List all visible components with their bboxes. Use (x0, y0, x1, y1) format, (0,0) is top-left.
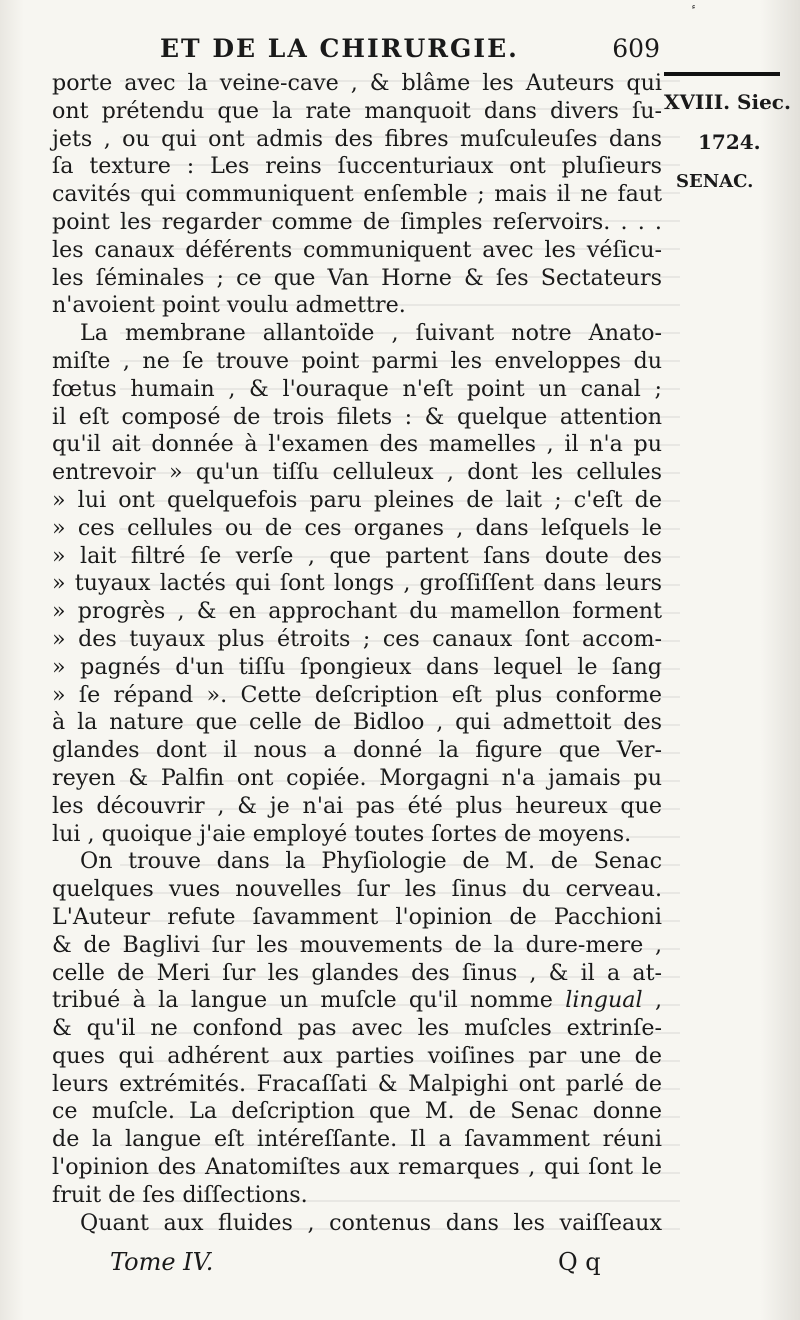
text-line: & de Baglivi ſur les mouvements de la dure-mere , (52, 931, 662, 958)
margin-rule (664, 72, 780, 76)
text-line: fruit de ſes diſſections. (52, 1181, 308, 1208)
text-line: L'Auteur refute ſavamment l'opinion de Pacchioni (52, 903, 662, 930)
text-line: ce muſcle. La deſcription que M. de Senac donne (52, 1098, 662, 1125)
text-line: qu'il ait donnée à l'examen des mamelles , il n'a pu (52, 431, 662, 458)
text-line: » lui ont quelquefois paru pleines de lait ; c'eſt de (52, 486, 662, 513)
text-line: les découvrir , & je n'ai pas été plus heureux que (52, 792, 662, 819)
text-line: leurs extrémités. Fracaſſati & Malpighi ont parlé de (52, 1070, 662, 1097)
margin-century: XVIII. Siec. (664, 90, 791, 114)
text-line: celle de Meri ſur les glandes des ſinus , & il a at- (52, 959, 662, 986)
running-header (150, 34, 660, 66)
text-line: quelques vues nouvelles ſur les ſinus du cerveau. (52, 876, 662, 903)
text-line: ont prétendu que la rate manquoit dans divers ſu- (52, 97, 662, 124)
text-line: & qu'il ne confond pas avec les muſcles extrinſe- (52, 1015, 662, 1042)
corner-mark: ٴ (691, 4, 696, 23)
text-line: jets , ou qui ont admis des fibres muſculeuſes dans (52, 125, 662, 152)
text-line: les ſéminales ; ce que Van Horne & ſes Sectateurs (52, 264, 662, 291)
text-line: » lait filtré ſe verſe , que partent ſans doute des (52, 542, 662, 569)
text-line: » tuyaux lactés qui ſont longs , groſſiſſent dans leurs (52, 570, 662, 597)
text-line: » pagnés d'un tiſſu ſpongieux dans lequel le ſang (52, 653, 662, 680)
text-line: ques qui adhérent aux parties voiſines par une de (52, 1042, 662, 1069)
running-title: ET DE LA CHIRURGIE. (160, 34, 519, 63)
text-line: lui , quoique j'aie employé toutes ſortes de moyens. (52, 820, 632, 847)
text-line: fœtus humain , & l'ouraque n'eſt point un canal ; (52, 375, 662, 402)
text-line: La membrane allantoïde , ſuivant notre Anato- (80, 320, 662, 347)
text-line: » ſe répand ». Cette deſcription eſt plus conforme (52, 681, 662, 708)
margin-notes (664, 82, 794, 202)
margin-year: 1724. (698, 130, 761, 154)
page-footer (110, 1248, 630, 1280)
text-line: à la nature que celle de Bidloo , qui admettoit des (52, 709, 662, 736)
text-line: reyen & Palfin ont copiée. Morgagni n'a jamais pu (52, 764, 662, 791)
text-line: cavités qui communiquent enſemble ; mais il ne faut (52, 181, 662, 208)
text-line: entrevoir » qu'un tiſſu celluleux , dont les cellules (52, 459, 662, 486)
text-line: glandes dont il nous a donné la figure que Ver- (52, 737, 662, 764)
text-line: » progrès , & en approchant du mamellon forment (52, 598, 662, 625)
body-text (52, 70, 662, 1237)
text-line: de la langue eſt intéreſſante. Il a ſavamment réuni (52, 1126, 662, 1153)
text-line: » des tuyaux plus étroits ; ces canaux ſont accom- (52, 625, 662, 652)
signature-mark: Q q (558, 1248, 601, 1276)
text-line: point les regarder comme de ſimples reſervoirs. . . . (52, 208, 662, 235)
text-line: tribué à la langue un muſcle qu'il nomme lingual , (52, 987, 662, 1014)
text-line: ſa texture : Les reins ſuccenturiaux ont pluſieurs (52, 153, 662, 180)
volume-label: Tome IV. (110, 1248, 214, 1276)
text-line: miſte , ne ſe trouve point parmi les enveloppes du (52, 347, 662, 374)
text-line: les canaux déférents communiquent avec les véſicu- (52, 236, 662, 263)
text-line: Quant aux fluides , contenus dans les vaiſſeaux (80, 1209, 662, 1236)
text-line: n'avoient point voulu admettre. (52, 292, 406, 319)
text-line: porte avec la veine-cave , & blâme les Auteurs qui (52, 70, 662, 96)
text-line: il eſt composé de trois filets : & quelque attention (52, 403, 662, 430)
page-number: 609 (612, 34, 660, 63)
margin-name: SENAC. (676, 171, 754, 192)
text-line: l'opinion des Anatomiſtes aux remarques , qui ſont le (52, 1154, 662, 1181)
text-line: » ces cellules ou de ces organes , dans leſquels le (52, 514, 662, 541)
text-line: On trouve dans la Phyſiologie de M. de Senac (80, 848, 662, 875)
